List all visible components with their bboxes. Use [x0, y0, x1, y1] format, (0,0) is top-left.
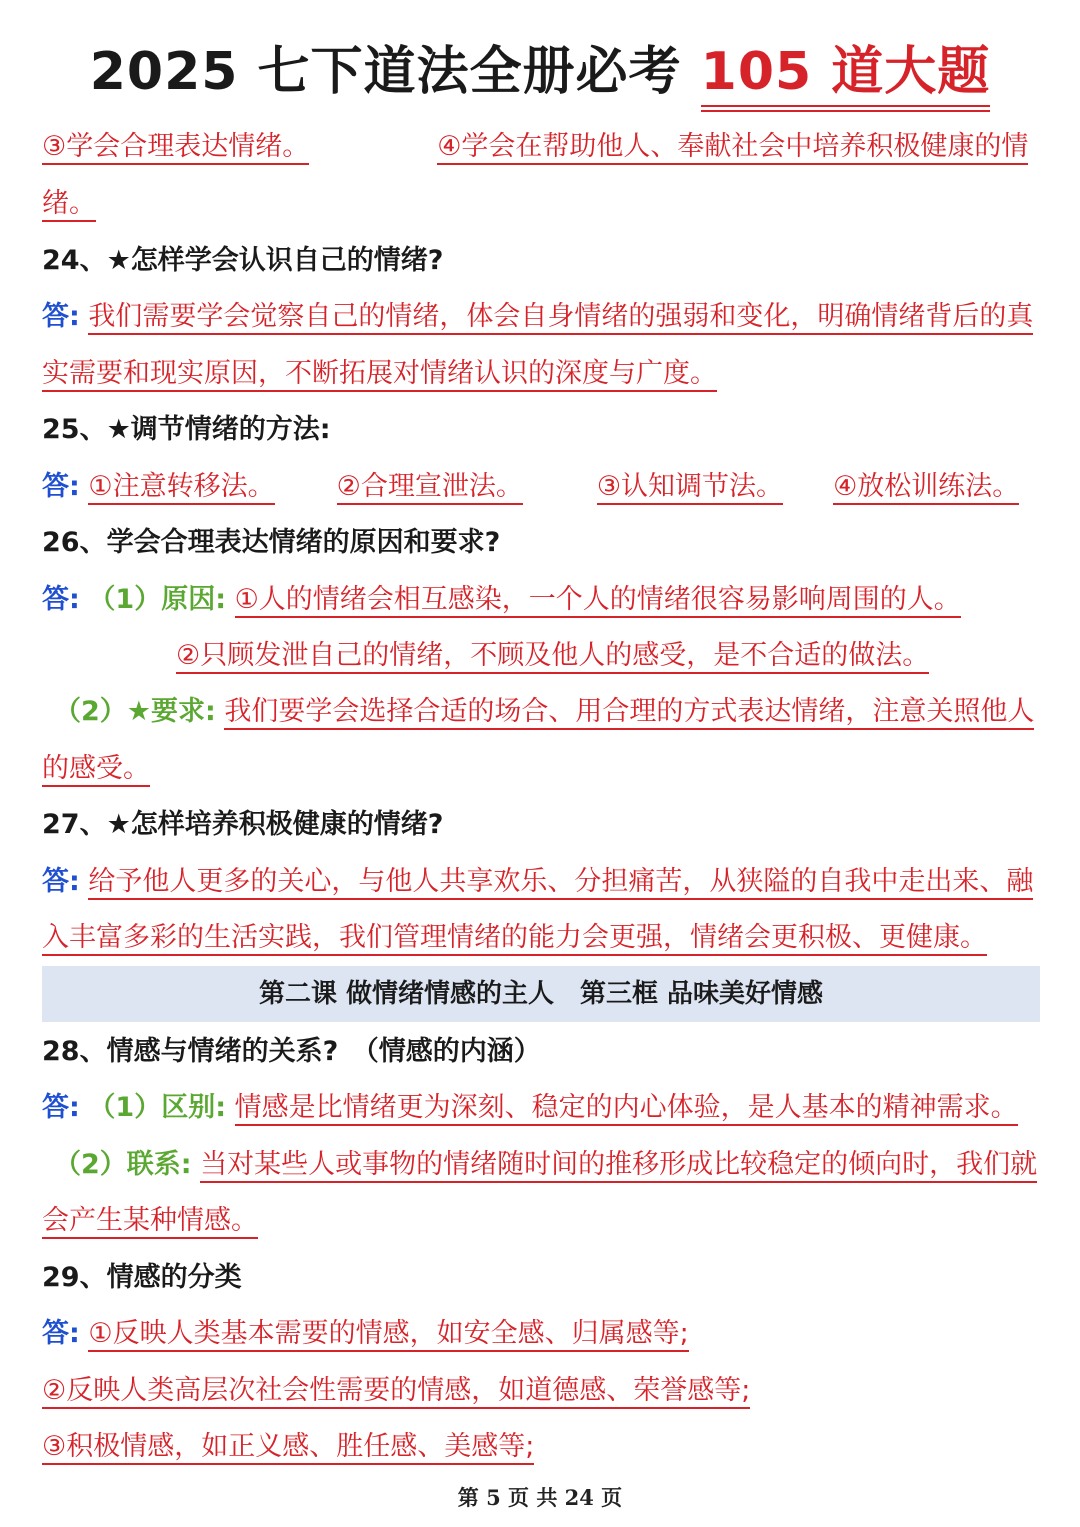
answer-text: ④放松训练法。: [833, 471, 1019, 505]
difference-label: （1）区别:: [88, 1092, 226, 1123]
answer-line: [42, 184, 1042, 224]
reason-label: （1）原因:: [88, 584, 226, 615]
answer-line: [42, 918, 1042, 958]
answer-text: ③积极情感，如正义感、胜任感、美感等;: [42, 1431, 534, 1465]
answer-text: ④学会在帮助他人、奉献社会中培养积极健康的情: [437, 131, 1028, 165]
answer-text: ②只顾发泄自己的情绪，不顾及他人的感受，是不合适的做法。: [176, 640, 929, 674]
question-29: 29、情感的分类: [42, 1262, 242, 1293]
question-28: 28、情感与情绪的关系? （情感的内涵）: [42, 1036, 541, 1067]
question-25: 25、★调节情绪的方法:: [42, 414, 331, 445]
answer-line: [42, 749, 1042, 789]
answer-28: [42, 1088, 1042, 1128]
answer-label: 答:: [42, 471, 80, 502]
answer-text: 会产生某种情感。: [42, 1205, 258, 1239]
answer-line: [42, 1371, 1042, 1411]
answer-line: [42, 1427, 1042, 1467]
answer-text: 给予他人更多的关心，与他人共享欢乐、分担痛苦，从狭隘的自我中走出来、融: [88, 866, 1033, 900]
answer-text: 当对某些人或事物的情绪随时间的推移形成比较稳定的倾向时，我们就: [200, 1149, 1037, 1183]
answer-text: ①注意转移法。: [88, 471, 274, 505]
answer-text: ②反映人类高层次社会性需要的情感，如道德感、荣誉感等;: [42, 1375, 750, 1409]
page-title: [0, 40, 1080, 104]
answer-text: 情感是比情绪更为深刻、稳定的内心体验，是人基本的精神需求。: [235, 1092, 1018, 1126]
answer-line: [54, 692, 1042, 732]
answer-text: 我们要学会选择合适的场合、用合理的方式表达情绪，注意关照他人: [224, 696, 1034, 730]
question-24: 24、★怎样学会认识自己的情绪?: [42, 245, 444, 276]
answer-label: 答:: [42, 1318, 80, 1349]
answer-text: ②合理宣泄法。: [337, 471, 523, 505]
answer-text: ③学会合理表达情绪。: [42, 131, 309, 165]
answer-27: [42, 862, 1042, 902]
requirement-label: （2）★要求:: [54, 696, 216, 727]
answer-label: 答:: [42, 1092, 80, 1123]
answer-24: [42, 297, 1042, 337]
question-27: 27、★怎样培养积极健康的情绪?: [42, 809, 444, 840]
section-banner: 第二课 做情绪情感的主人 第三框 品味美好情感: [42, 966, 1040, 1022]
answer-label: 答:: [42, 584, 80, 615]
answer-text: ①反映人类基本需要的情感，如安全感、归属感等;: [88, 1318, 688, 1352]
answer-text: 的感受。: [42, 753, 150, 787]
answer-text: ③认知调节法。: [597, 471, 783, 505]
answer-text: ①人的情绪会相互感染，一个人的情绪很容易影响周围的人。: [235, 584, 961, 618]
answer-label: 答:: [42, 866, 80, 897]
answer-29: [42, 1314, 1042, 1354]
answer-label: 答:: [42, 301, 80, 332]
answer-line: [42, 127, 1042, 167]
answer-text: 实需要和现实原因，不断拓展对情绪认识的深度与广度。: [42, 358, 717, 392]
connection-label: （2）联系:: [54, 1149, 192, 1180]
question-26: 26、学会合理表达情绪的原因和要求?: [42, 527, 501, 558]
answer-text: 绪。: [42, 188, 96, 222]
page-footer: 第 5 页 共 24 页: [457, 1485, 623, 1510]
answer-text: 我们需要学会觉察自己的情绪，体会自身情绪的强弱和变化，明确情绪背后的真: [88, 301, 1033, 335]
title-highlight: 105 道大题: [700, 42, 991, 102]
answer-line: [54, 1145, 1042, 1185]
answer-line: [42, 1201, 1042, 1241]
answer-line: [176, 636, 1036, 676]
answer-25: [42, 467, 1042, 507]
answer-line: [42, 354, 1042, 394]
answer-26: [42, 580, 1042, 620]
title-prefix: 2025 七下道法全册必考: [89, 42, 701, 102]
answer-text: 入丰富多彩的生活实践，我们管理情绪的能力会更强，情绪会更积极、更健康。: [42, 922, 987, 956]
